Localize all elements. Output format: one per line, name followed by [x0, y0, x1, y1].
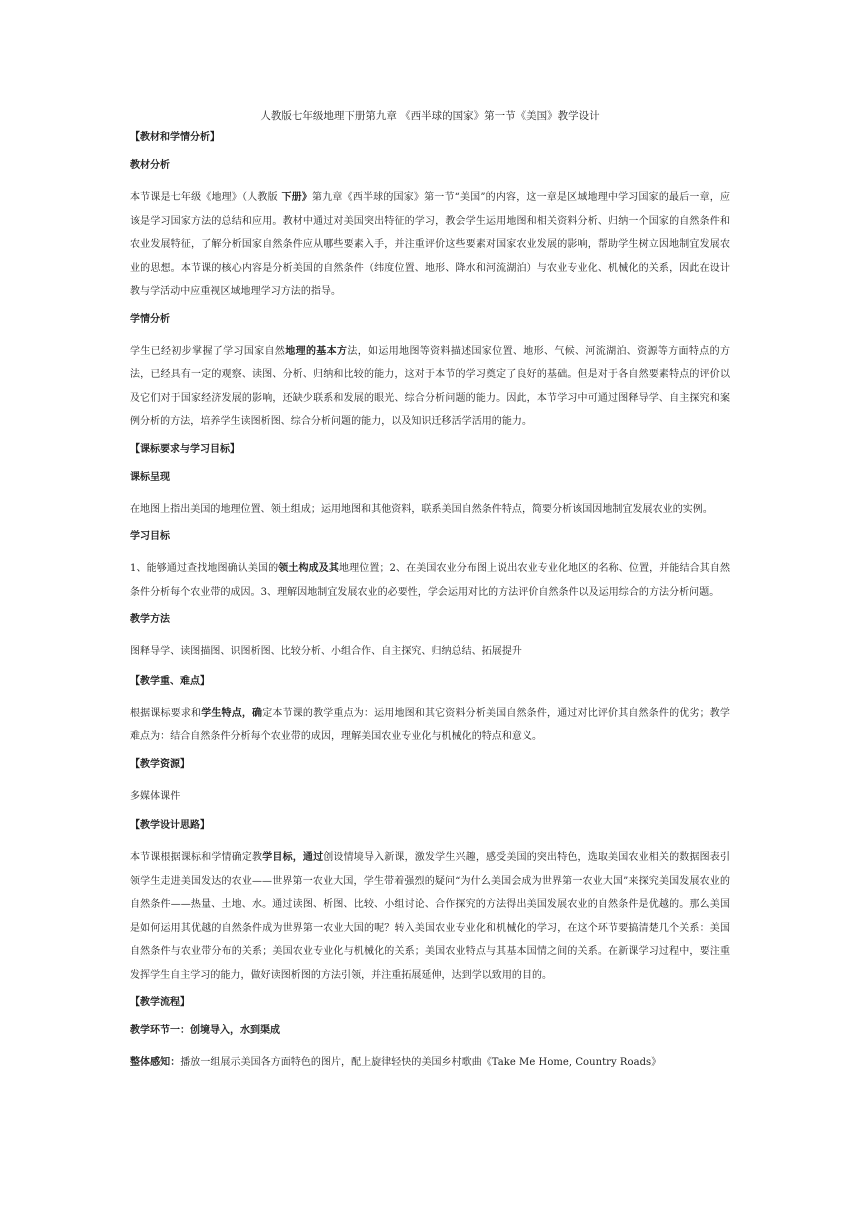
subheading-student-analysis: 学情分析 — [130, 313, 170, 325]
text-run: 创设情境导入新课，激发学生兴趣，感受美国的突出特色，选取美国农业相关的数据图表引领学生走进美国发达的农业——世界第一农业大国，学生带着强烈的疑问“为什么美国会成为世界第一农业大国”来探究美国发展农业的自然条件——热量、土地、水。通过读图、析图、比较、小组讨论、合作探究的方法得出美国发展农业的自然条件是优越的。那么美国是如何运用其优越的自然条件成为世界第一农业大国的呢？转入美国农业专业化和机械化的学习，在这个环节要搞清楚几个关系：美国自然条件与农业带分布的关系；美国农业专业化与机械化的关系；美国农业特点与其基本国情之间的关系。在新课学习过程中，要注重发挥学生自主学习的能力，做好读图析图的方法引领，并注重拓展延伸，达到学以致用的目的。 — [130, 852, 730, 981]
subheading-standards: 课标呈现 — [130, 471, 170, 483]
section-heading-resources: 【教学资源】 — [130, 758, 190, 770]
text-run: 根据课标要求和 — [130, 707, 202, 719]
text-run: 法，如运用地图等资料描述国家位置、地形、气候、河流湖泊、资源等方面特点的方法，已经具有一定的观察、读图、分析、归纳和比较的能力，这对于本节的学习奠定了良好的基础。但是对于各自然要素特点的评价以及它们对于国家经济发展的影响，还缺少联系和发展的眼光、综合分析问题的能力。因此，本节学习中可通过图释导学、自主探究和案例分析的方法，培养学生读图析图、综合分析问题的能力，以及知识迁移活学活用的能力。 — [130, 345, 730, 427]
document-page — [130, 108, 730, 1083]
paragraph-objectives — [130, 557, 730, 604]
bold-run: 地理的基本方 — [285, 345, 348, 357]
bold-run: 学目标，通过 — [262, 852, 324, 863]
section-heading-process: 【教学流程】 — [130, 997, 190, 1008]
paragraph-student-analysis — [130, 340, 730, 434]
section-heading-design: 【教学设计思路】 — [130, 820, 210, 831]
text-run: 学生已经初步掌握了学习国家自然 — [130, 345, 286, 357]
section-heading-key-points: 【教学重、难点】 — [130, 675, 210, 687]
paragraph-standards: 在地图上指出美国的地理位置、领土组成；运用地图和其他资料，联系美国自然条件特点，简要分析该国因地制宜发展农业的实例。 — [130, 503, 713, 515]
paragraph-textbook-analysis — [130, 186, 730, 304]
bold-run: 下册》 — [277, 192, 313, 203]
document-title: 人教版七年级地理下册第九章 《西半球的国家》第一节《美国》教学设计 — [260, 110, 600, 122]
subheading-objectives: 学习目标 — [130, 531, 170, 542]
text-run: 本节课根据课标和学情确定教 — [130, 852, 263, 863]
subheading-step-one: 教学环节一：创境导入，水到渠成 — [130, 1025, 280, 1036]
section-heading-analysis: 【教材和学情分析】 — [130, 132, 220, 143]
text-run: 播放一组展示美国各方面特色的图片，配上旋律轻快的美国乡村歌曲《Take Me Home, Country Roads》 — [180, 1057, 662, 1068]
text-run: 1、能够通过查找地图确认美国的 — [130, 563, 279, 574]
text-run: 定本节课的教学重点为：运用地图和其它资料分析美国自然条件，通过对比评价其自然条件的优劣；教学难点为：结合自然条件分析每个农业带的成因，理解美国农业专业化与机械化的特点和意义。 — [130, 707, 730, 742]
section-heading-standards: 【课标要求与学习目标】 — [130, 443, 240, 455]
text-run: 本节课是七年级《地理》（人教版 — [130, 192, 278, 203]
text-run: 第九章《西半球的国家》第一节“美国”的内容，这一章是区域地理中学习国家的最后一章，应该是学习国家方法的总结和应用。教材中通过对美国突出特征的学习，教会学生运用地图和相关资料分析、归纳一个国家的自然条件和农业发展特征，了解分析国家自然条件应从哪些要素入手，并注重评价这些要素对国家农业发展的影响，帮助学生树立因地制宜发展农业的思想。本节课的核心内容是分析美国的自然条件（纬度位置、地形、降水和河流湖泊）与农业专业化、机械化的关系，因此在设计教与学活动中应重视区域地理学习方法的指导。 — [130, 192, 730, 297]
subheading-textbook-analysis: 教材分析 — [130, 160, 170, 171]
paragraph-overall-perception — [130, 1051, 730, 1075]
subheading-methods: 教学方法 — [130, 614, 170, 625]
paragraph-methods: 图释导学、读图描图、识图析图、比较分析、小组合作、自主探究、归纳总结、拓展提升 — [130, 646, 522, 657]
bold-run: 领土构成及其 — [278, 563, 339, 574]
paragraph-design — [130, 846, 730, 987]
bold-run: 整体感知： — [130, 1057, 181, 1068]
paragraph-key-points — [130, 702, 730, 749]
paragraph-resources: 多媒体课件 — [130, 790, 181, 802]
text-run: 地理位置；2、在美国农业分布图上说出农业专业化地区的名称、位置，并能结合其自然条件分析每个农业带的成因。3、理解因地制宜发展农业的必要性，学会运用对比的方法评价自然条件以及运用综合的方法分析问题。 — [130, 563, 730, 598]
bold-run: 学生特点，确 — [201, 707, 263, 719]
